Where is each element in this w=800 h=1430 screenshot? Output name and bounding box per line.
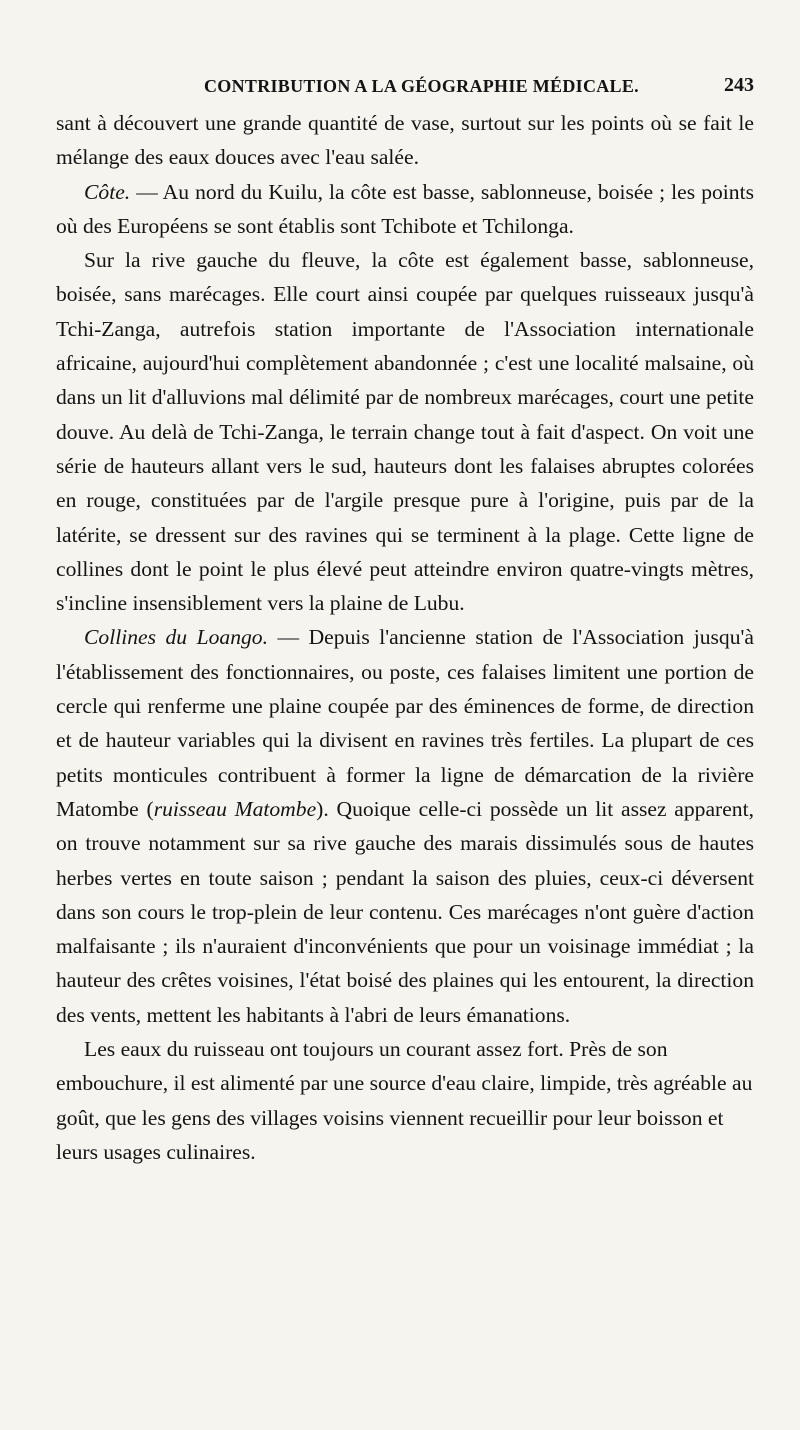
italic-reference: ruisseau Matombe [153, 796, 317, 821]
running-title: CONTRIBUTION A LA GÉOGRAPHIE MÉDICALE. [204, 76, 639, 96]
section-lead-cote: Côte. [84, 179, 131, 204]
paragraph-collines-loango [56, 620, 754, 1032]
paragraph-text: Les eaux du ruisseau ont toujours un courant assez fort. Près de son embouchure, il est alimenté par une source d'eau claire, limpide, très agréable au goût, que les gens des villages voisins viennent recueillir pour leur boisson et leurs usages culinaires. [56, 1037, 753, 1164]
paragraph-eaux-ruisseau [56, 1032, 754, 1169]
paragraph-text: sant à découvert une grande quantité de vase, surtout sur les points où se fait le mélange des eaux douces avec l'eau salée. [56, 111, 754, 170]
running-header [56, 72, 754, 100]
paragraph-text: — Depuis l'ancienne station de l'Association jusqu'à l'établissement des fonctionnaires, ou poste, ces falaises limitent une portion de cercle qui renferme une plaine coupée par des éminences de forme, de direction et de hauteur variables qui la divisent en ravines très fertiles. La plupart de ces petits monticules contribuent à former la ligne de démarcation de la rivière Matombe ( [56, 625, 754, 821]
paragraph-vase [56, 106, 754, 175]
paragraph-rive-gauche [56, 243, 754, 620]
section-lead-collines: Collines du Loango. [84, 625, 268, 650]
paragraph-text-continued: ). Quoique celle-ci possède un lit assez apparent, on trouve notamment sur sa rive gauche des marais dissimulés sous de hautes herbes vertes en toute saison ; pendant la saison des pluies, ceux-ci déversent dans son cours le trop-plein de leur contenu. Ces marécages n'ont guère d'action malfaisante ; ils n'auraient d'inconvénients que pour un voisinage immédiat ; la hauteur des crêtes voisines, l'état boisé des plaines qui les entourent, la direction des vents, mettent les habitants à l'abri de leurs émanations. [56, 796, 755, 1027]
paragraph-text: Sur la rive gauche du fleuve, la côte est également basse, sablonneuse, boisée, sans marécages. Elle court ainsi coupée par quelques ruisseaux jusqu'à Tchi-Zanga, autrefois station importante de l'Association internationale africaine, aujourd'hui complètement abandonnée ; c'est une localité malsaine, où dans un lit d'alluvions mal délimité par de nombreux marécages, court une petite douve. Au delà de Tchi-Zanga, le terrain change tout à fait d'aspect. On voit une série de hauteurs allant vers le sud, hauteurs dont les falaises abruptes colorées en rouge, constituées par de l'argile presque pure à l'origine, puis par de la latérite, se dressent sur des ravines qui se terminent à la plage. Cette ligne de collines dont le point le plus élevé peut atteindre environ quatre-vingts mètres, s'incline insensiblement vers la plaine de Lubu. [56, 248, 754, 616]
page-number: 243 [724, 74, 754, 96]
paragraph-text: — Au nord du Kuilu, la côte est basse, sablonneuse, boisée ; les points où des Européens se sont établis sont Tchibote et Tchilonga. [56, 179, 754, 238]
paragraph-cote [56, 175, 754, 244]
body-text [56, 106, 754, 1169]
